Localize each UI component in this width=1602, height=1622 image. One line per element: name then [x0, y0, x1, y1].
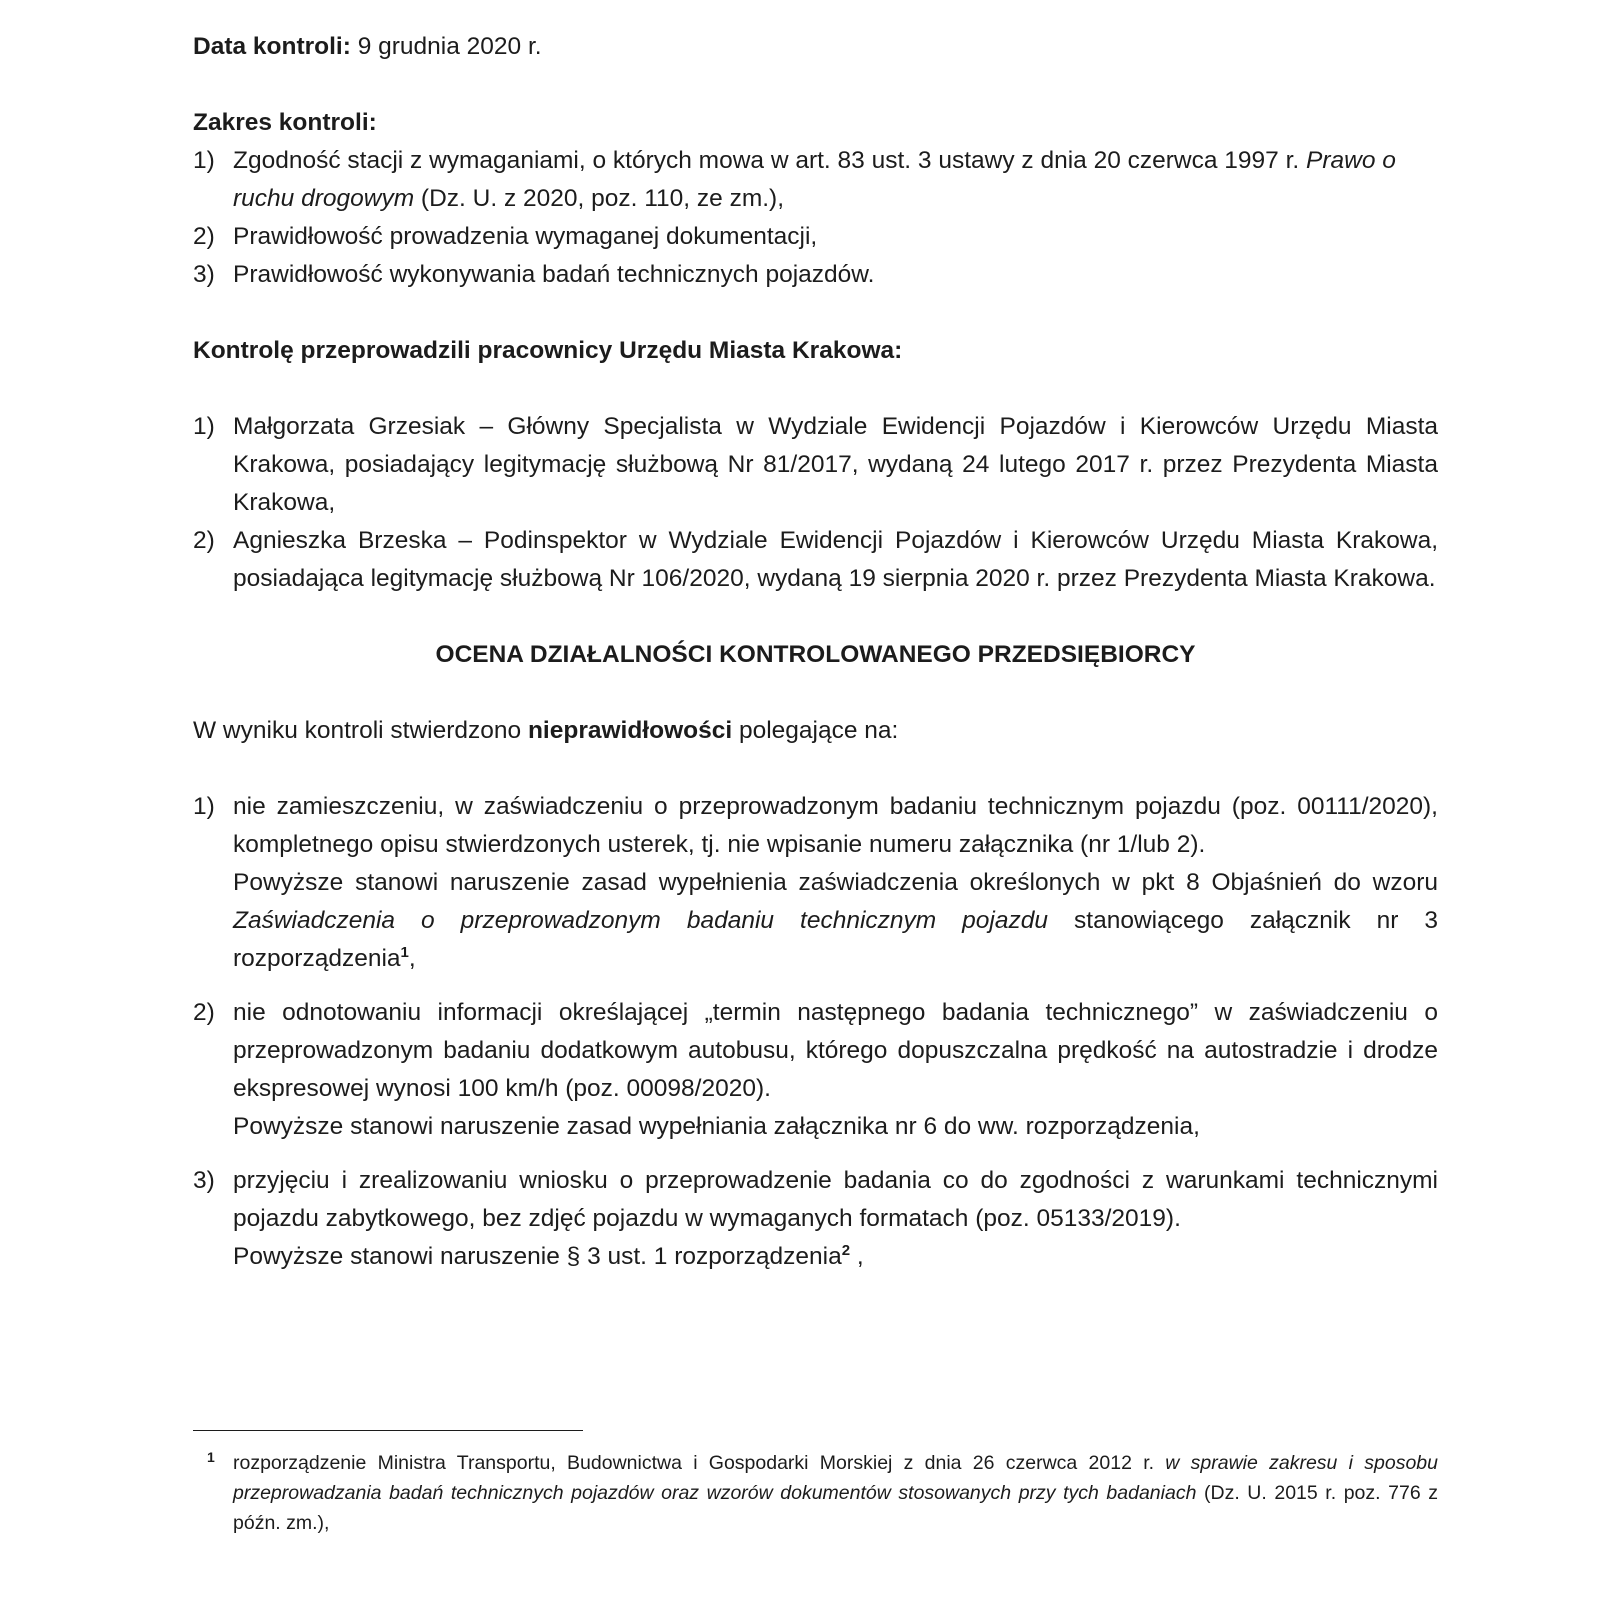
footnote-mark: 1 — [207, 1449, 215, 1465]
control-date-value: 9 grudnia 2020 r. — [350, 33, 542, 60]
list-text — [233, 994, 1438, 1146]
inspector-item-1 — [193, 408, 1438, 522]
footnote-divider — [193, 1430, 583, 1431]
intro-bold: nieprawidłowości — [527, 717, 733, 744]
control-date-label: Data kontroli: — [193, 33, 351, 60]
finding-text: nie zamieszczeniu, w zaświadczeniu o przeprowadzonym badaniu technicznym pojazdu (poz. 00111/2020), kompletnego opisu stwierdzonych usterek, tj. nie wpisanie numeru załącznika (nr 1/lub 2). — [233, 793, 1438, 858]
control-date — [193, 28, 1438, 66]
scope-item-2 — [193, 218, 1438, 256]
list-number: 2) — [193, 999, 215, 1026]
note-part: , — [850, 1243, 864, 1270]
intro-text: polegające na: — [732, 717, 899, 744]
list-number: 1) — [193, 147, 215, 174]
intro-text: W wyniku kontroli stwierdzono — [193, 717, 528, 744]
note-part: Powyższe stanowi naruszenie § 3 ust. 1 rozporządzenia — [233, 1243, 842, 1270]
list-number: 3) — [193, 1167, 215, 1194]
list-text — [233, 1162, 1438, 1276]
note-part: , — [408, 945, 416, 972]
list-text: Prawidłowość wykonywania badań technicznych pojazdów. — [233, 261, 875, 288]
footnote-text — [233, 1448, 1438, 1538]
scope-heading: Zakres kontroli: — [193, 109, 377, 136]
list-number: 3) — [193, 261, 215, 288]
footnote-part: rozporządzenie Ministra Transportu, Budownictwa i Gospodarki Morskiej z dnia 26 czerwca 2012 r. — [233, 1452, 1166, 1474]
list-text — [233, 788, 1438, 978]
note-part: stanowiącego załącznik nr 3 rozporządzenia — [233, 907, 1438, 972]
scope-item-1 — [193, 142, 1438, 218]
footnote-italic: w sprawie zakresu i sposobu przeprowadzania badań technicznych pojazdów oraz wzorów dokumentów stosowanych przy tych badaniach — [233, 1452, 1438, 1504]
footnote-ref: 1 — [400, 943, 409, 961]
assessment-intro — [193, 712, 1438, 750]
footnote-part: (Dz. U. 2015 r. poz. 776 z późn. zm.), — [233, 1482, 1438, 1534]
finding-text: przyjęciu i zrealizowaniu wniosku o przeprowadzenie badania co do zgodności z warunkami technicznymi pojazdu zabytkowego, bez zdjęć pojazdu w wymaganych formatach (poz. 05133/2019). — [233, 1167, 1438, 1232]
assessment-heading: OCENA DZIAŁALNOŚCI KONTROLOWANEGO PRZEDSIĘBIORCY — [435, 641, 1196, 668]
scope-item-3 — [193, 256, 1438, 294]
list-text: Małgorzata Grzesiak – Główny Specjalista w Wydziale Ewidencji Pojazdów i Kierowców Urzędu Miasta Krakowa, posiadający legitymację służbową Nr 81/2017, wydaną 24 lutego 2017 r. przez Prezydenta Miasta Krakowa, — [233, 413, 1438, 516]
list-text — [233, 142, 1438, 218]
list-text-part: (Dz. U. z 2020, poz. 110, ze zm.), — [414, 185, 785, 212]
inspector-item-2 — [193, 522, 1438, 598]
list-text: Agnieszka Brzeska – Podinspektor w Wydziale Ewidencji Pojazdów i Kierowców Urzędu Miasta Krakowa, posiadająca legitymację służbową Nr 106/2020, wydaną 19 sierpnia 2020 r. przez Prezydenta Miasta Krakowa. — [233, 527, 1438, 592]
finding-item-1 — [193, 788, 1438, 978]
finding-note — [233, 864, 1438, 978]
list-number: 2) — [193, 527, 215, 554]
note-italic: Zaświadczenia o przeprowadzonym badaniu technicznym pojazdu — [233, 907, 1049, 934]
finding-note: Powyższe stanowi naruszenie zasad wypełniania załącznika nr 6 do ww. rozporządzenia, — [233, 1113, 1200, 1140]
list-text-italic: Prawo o ruchu drogowym — [233, 147, 1396, 212]
footnote-ref: 2 — [841, 1241, 851, 1259]
document-page — [193, 28, 1438, 1276]
list-text: Prawidłowość prowadzenia wymaganej dokumentacji, — [233, 223, 818, 250]
finding-item-3 — [193, 1162, 1438, 1276]
finding-item-2 — [193, 994, 1438, 1146]
footnote — [207, 1448, 1438, 1538]
list-text-part: Zgodność stacji z wymaganiami, o których mowa w art. 83 ust. 3 ustawy z dnia 20 czerwca 1997 r. — [233, 147, 1307, 174]
list-number: 1) — [193, 793, 215, 820]
list-number: 2) — [193, 223, 215, 250]
inspectors-heading: Kontrolę przeprowadzili pracownicy Urzędu Miasta Krakowa: — [193, 337, 903, 364]
note-part: Powyższe stanowi naruszenie zasad wypełnienia zaświadczenia określonych w pkt 8 Objaśnień do wzoru — [233, 869, 1438, 896]
list-number: 1) — [193, 413, 215, 440]
finding-text: nie odnotowaniu informacji określającej „termin następnego badania technicznego” w zaświadczeniu o przeprowadzonym badaniu dodatkowym autobusu, którego dopuszczalna prędkość na autostradzie i drodze ekspresowej wynosi 100 km/h (poz. 00098/2020). — [233, 999, 1438, 1102]
finding-note — [233, 1238, 1438, 1276]
